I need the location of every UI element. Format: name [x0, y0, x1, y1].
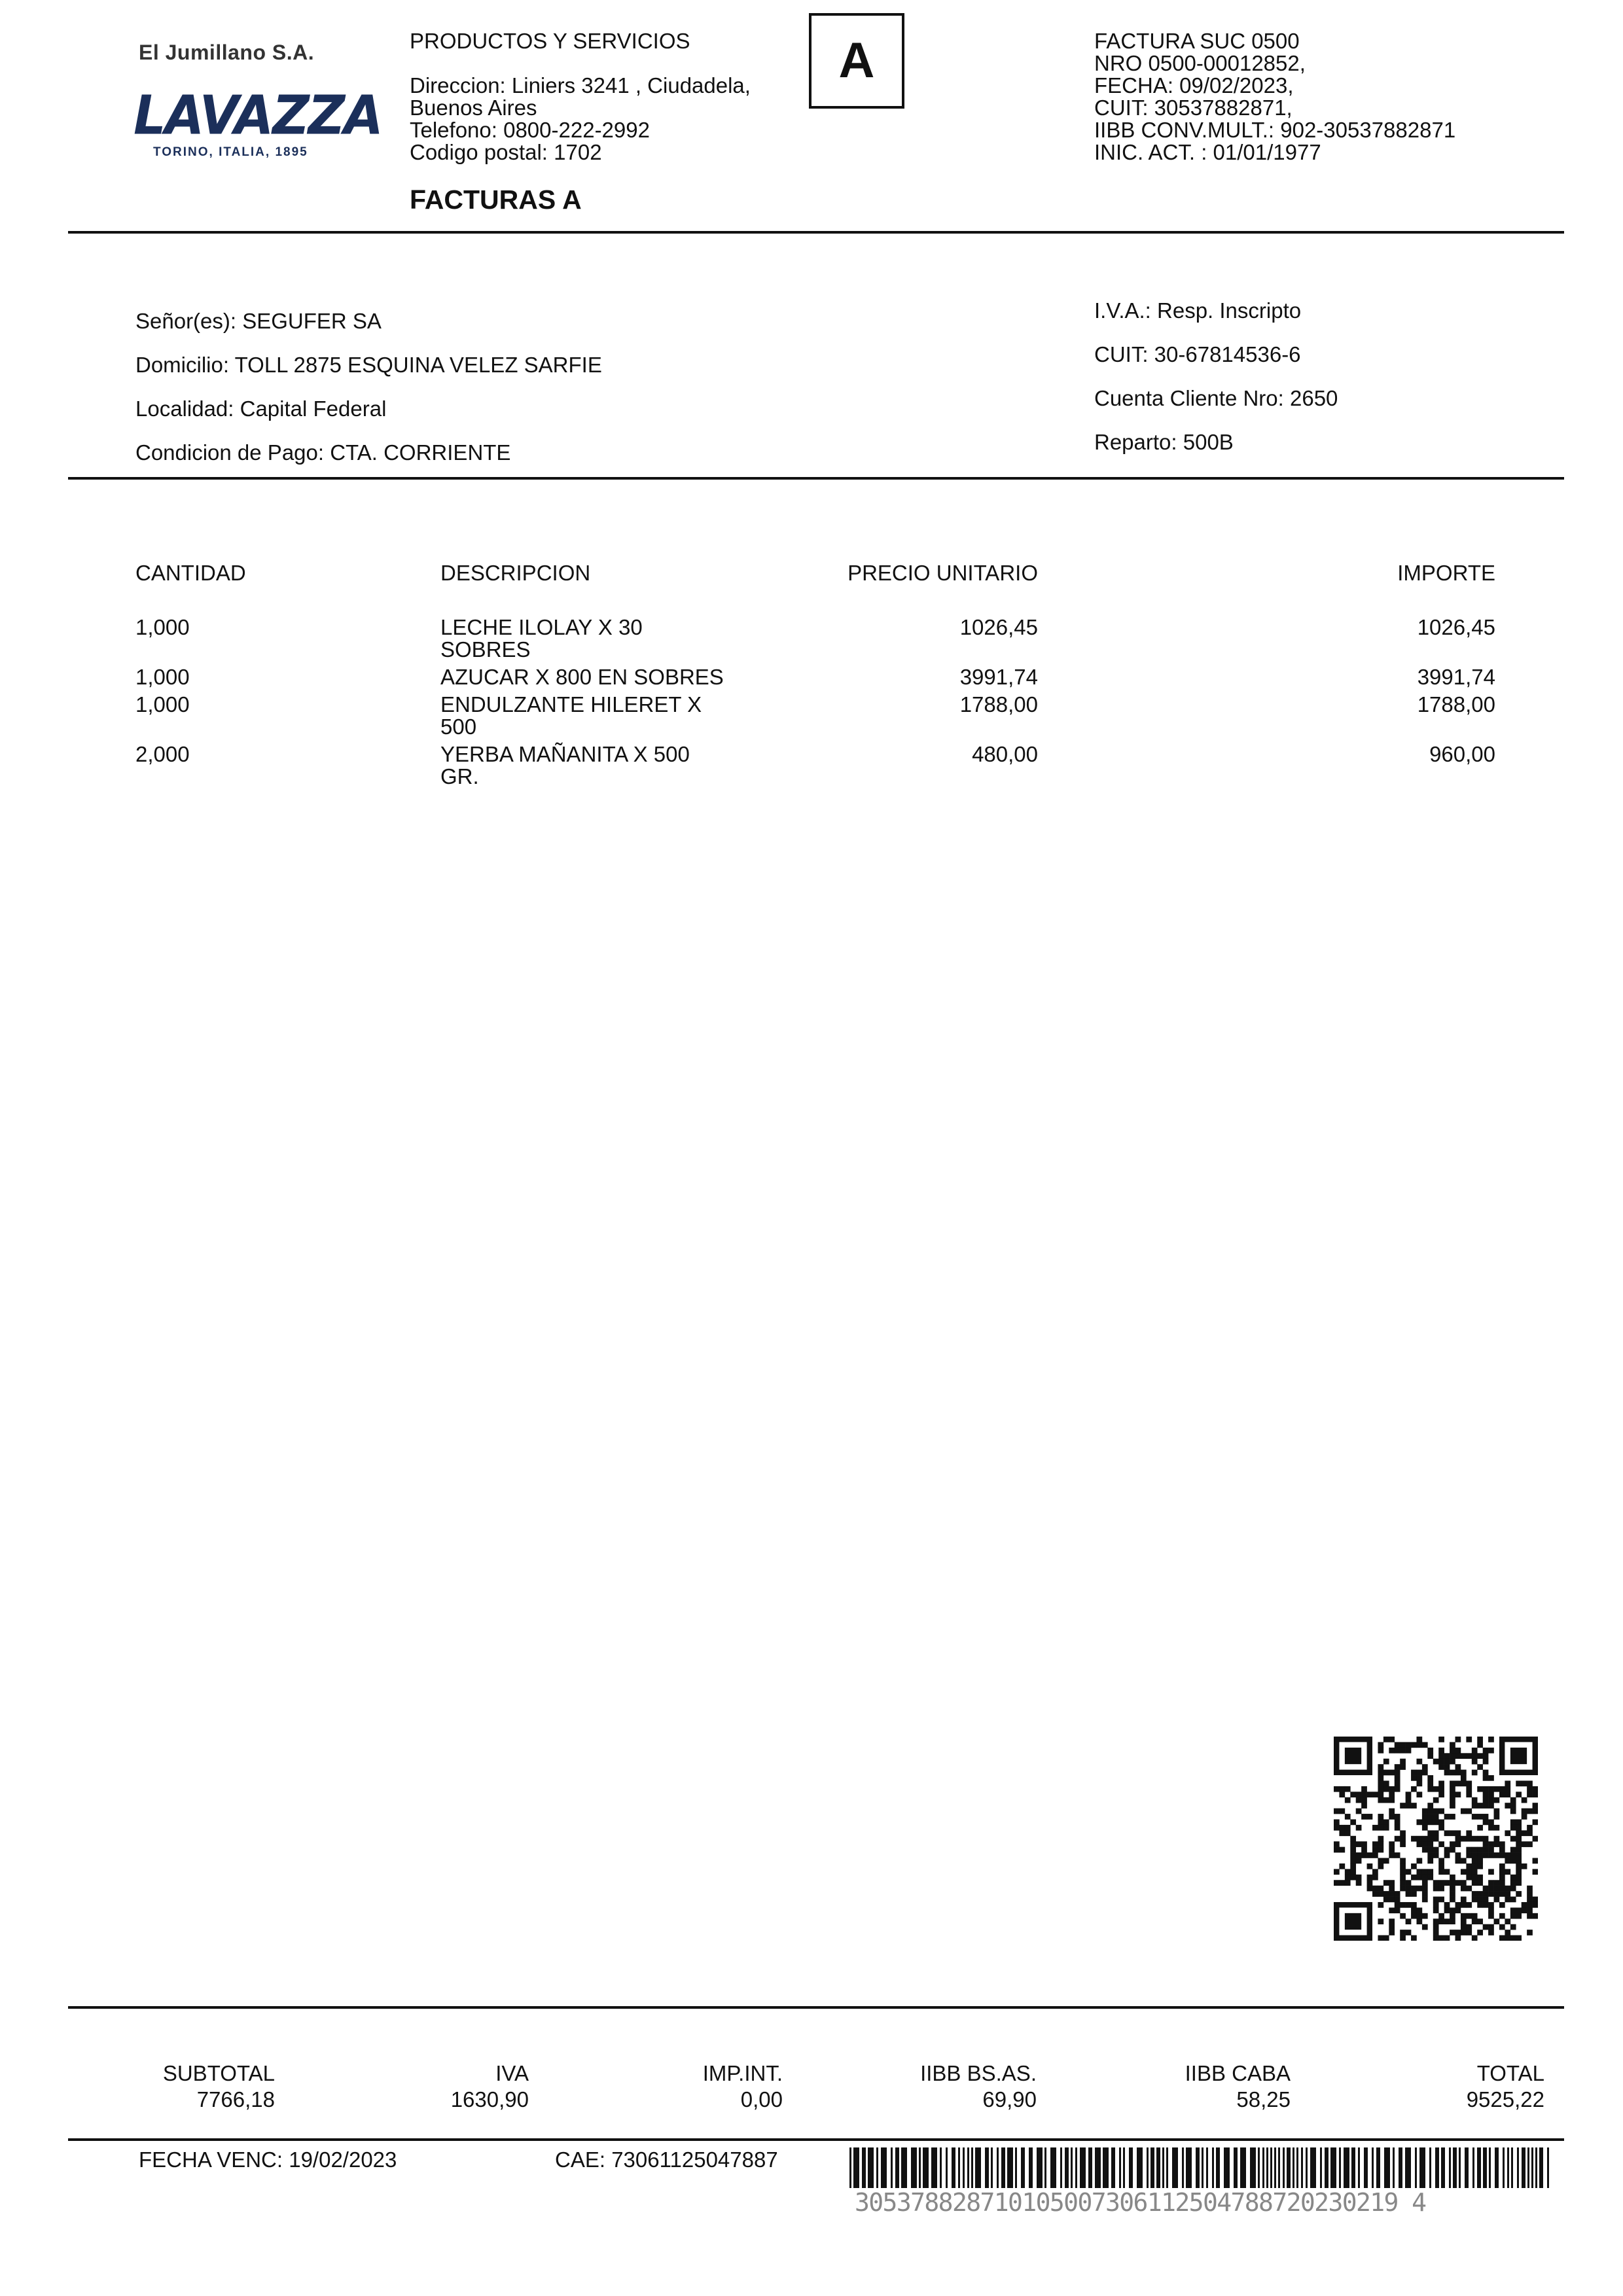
invoice-cuit: CUIT: 30537882871,	[1094, 96, 1293, 120]
logo-brand-wordmark: LAVAZZA	[134, 84, 382, 147]
qr-code	[1334, 1737, 1538, 1941]
impint-value: 0,00	[740, 2087, 783, 2111]
row-unit-price: 1026,45	[959, 615, 1038, 639]
invoice-date: FECHA: 09/02/2023,	[1094, 73, 1294, 97]
row-qty: 1,000	[135, 692, 190, 716]
row-description-cont: SOBRES	[440, 637, 531, 662]
row-amount: 3991,74	[1417, 665, 1495, 689]
total-label: TOTAL	[1476, 2061, 1544, 2085]
customer-account: Cuenta Cliente Nro: 2650	[1094, 386, 1338, 410]
header-amount: IMPORTE	[1397, 561, 1495, 585]
invoice-iibb: IIBB CONV.MULT.: 902-30537882871	[1094, 118, 1456, 142]
iibb-bsas-value: 69,90	[982, 2087, 1037, 2111]
invoice-number: NRO 0500-00012852,	[1094, 51, 1306, 75]
row-unit-price: 1788,00	[959, 692, 1038, 716]
seller-phone: Telefono: 0800-222-2992	[410, 118, 650, 142]
customer-name: Señor(es): SEGUFER SA	[135, 309, 382, 333]
row-description: YERBA MAÑANITA X 500	[440, 742, 690, 766]
row-unit-price: 3991,74	[959, 665, 1038, 689]
document-title: FACTURAS A	[410, 185, 582, 215]
divider-totals	[68, 2006, 1564, 2009]
row-amount: 1788,00	[1417, 692, 1495, 716]
row-qty: 1,000	[135, 665, 190, 689]
iibb-caba-value: 58,25	[1236, 2087, 1291, 2111]
row-qty: 2,000	[135, 742, 190, 766]
impint-label: IMP.INT.	[702, 2061, 783, 2085]
barcode	[849, 2147, 1552, 2188]
due-date: FECHA VENC: 19/02/2023	[139, 2147, 397, 2172]
divider-header	[68, 231, 1564, 234]
subtotal-label: SUBTOTAL	[162, 2061, 275, 2085]
customer-cuit: CUIT: 30-67814536-6	[1094, 342, 1301, 366]
customer-address: Domicilio: TOLL 2875 ESQUINA VELEZ SARFIE	[135, 353, 602, 377]
invoice-branch: FACTURA SUC 0500	[1094, 29, 1300, 53]
row-description: LECHE ILOLAY X 30	[440, 615, 643, 639]
iibb-caba-label: IIBB CABA	[1185, 2061, 1291, 2085]
header-description: DESCRIPCION	[440, 561, 591, 585]
divider-footer	[68, 2138, 1564, 2141]
row-amount: 960,00	[1429, 742, 1495, 766]
row-description-cont: 500	[440, 715, 477, 739]
total-value: 9525,22	[1466, 2087, 1544, 2111]
seller-address-line2: Buenos Aires	[410, 96, 537, 120]
iibb-bsas-label: IIBB BS.AS.	[920, 2061, 1037, 2085]
seller-address-line1: Direccion: Liniers 3241 , Ciudadela,	[410, 73, 751, 97]
iva-value: 1630,90	[450, 2087, 529, 2111]
invoice-start-activity: INIC. ACT. : 01/01/1977	[1094, 140, 1321, 164]
row-description: AZUCAR X 800 EN SOBRES	[440, 665, 724, 689]
row-description-cont: GR.	[440, 764, 479, 788]
row-qty: 1,000	[135, 615, 190, 639]
header-qty: CANTIDAD	[135, 561, 246, 585]
customer-iva: I.V.A.: Resp. Inscripto	[1094, 298, 1302, 323]
iva-label: IVA	[495, 2061, 529, 2085]
barcode-digits: 305378828710105007306112504788720230219 4	[855, 2188, 1426, 2217]
cae-number: CAE: 73061125047887	[555, 2147, 778, 2172]
seller-category: PRODUCTOS Y SERVICIOS	[410, 29, 690, 53]
seller-postal-code: Codigo postal: 1702	[410, 140, 602, 164]
header-unit-price: PRECIO UNITARIO	[847, 561, 1038, 585]
customer-locality: Localidad: Capital Federal	[135, 397, 387, 421]
row-description: ENDULZANTE HILERET X	[440, 692, 702, 716]
logo-tagline: TORINO, ITALIA, 1895	[153, 145, 308, 159]
logo-company-name: El Jumillano S.A.	[139, 41, 315, 64]
row-unit-price: 480,00	[972, 742, 1038, 766]
customer-delivery: Reparto: 500B	[1094, 430, 1234, 454]
subtotal-value: 7766,18	[196, 2087, 275, 2111]
customer-payment-terms: Condicion de Pago: CTA. CORRIENTE	[135, 440, 511, 465]
row-amount: 1026,45	[1417, 615, 1495, 639]
invoice-type-box: A	[809, 13, 904, 109]
divider-customer	[68, 477, 1564, 480]
